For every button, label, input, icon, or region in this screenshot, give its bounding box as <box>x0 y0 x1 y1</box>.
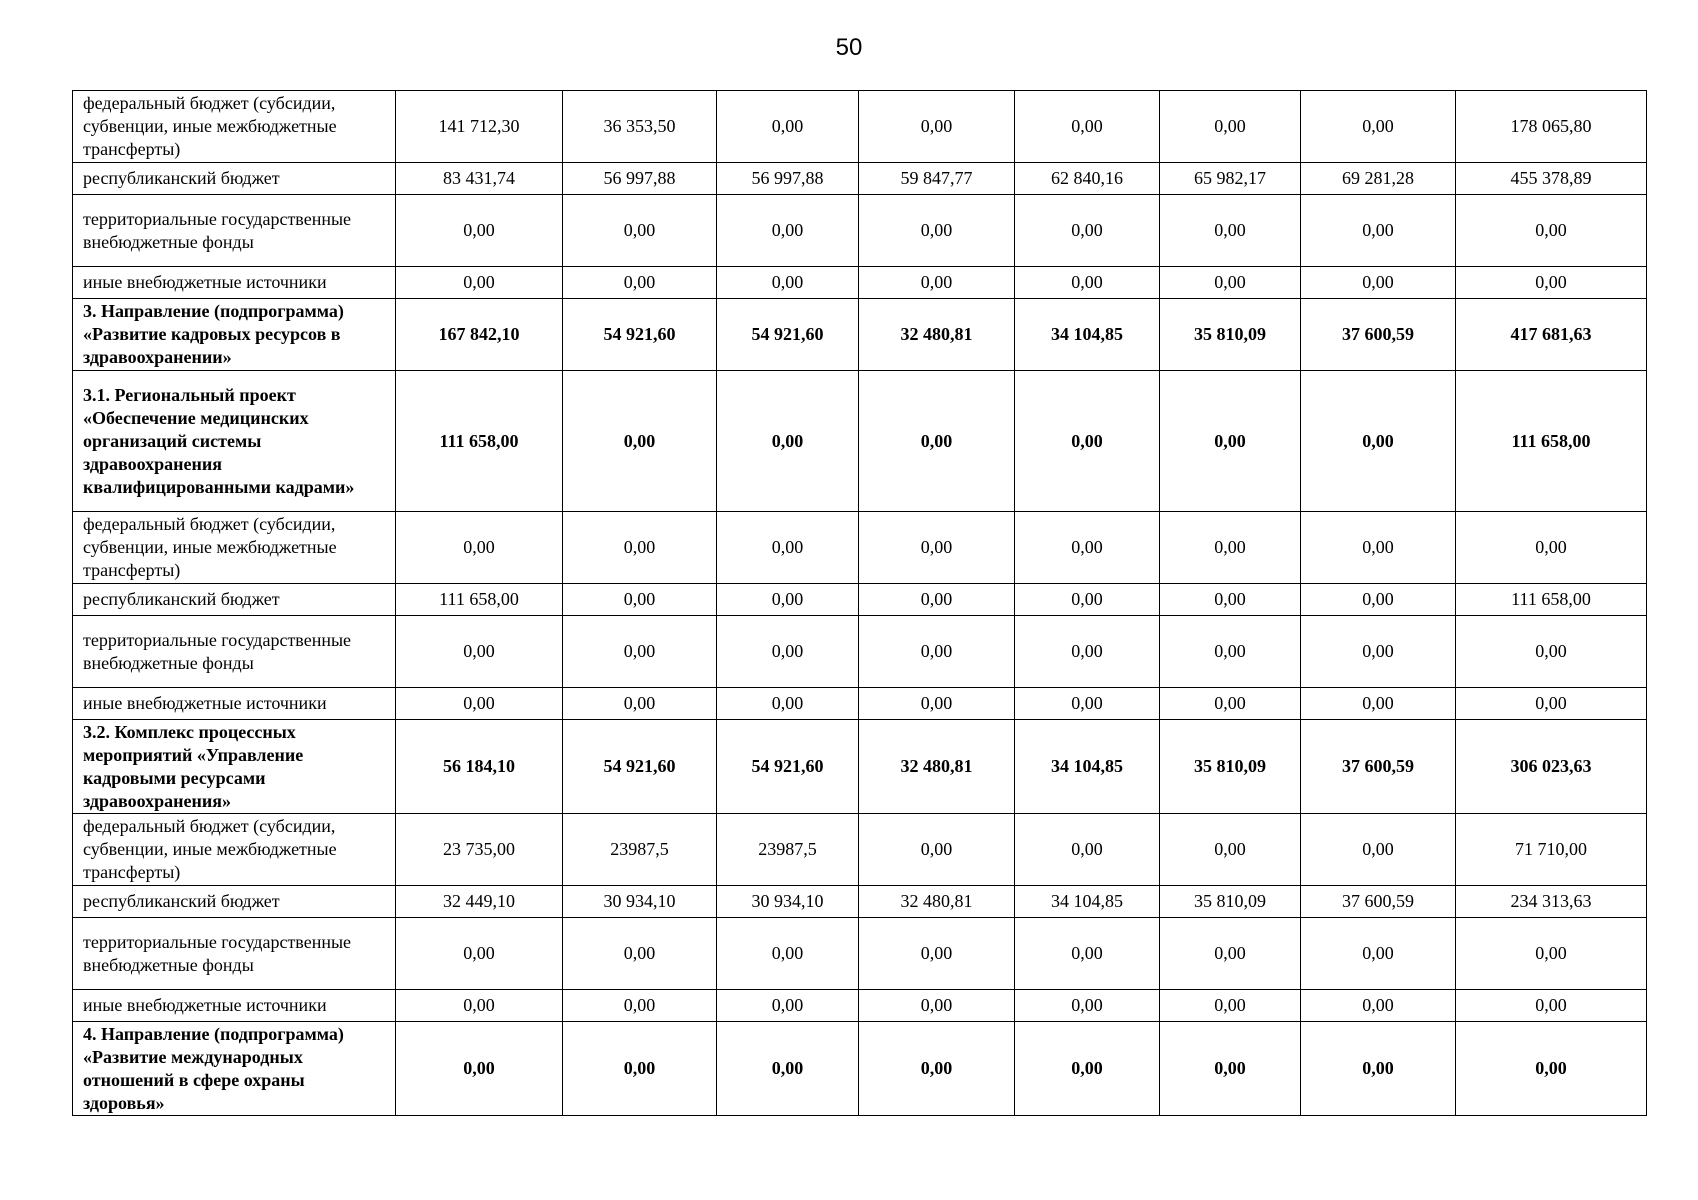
row-label: республиканский бюджет <box>73 163 396 195</box>
value-cell: 23987,5 <box>563 814 717 886</box>
value-cell: 0,00 <box>717 91 859 163</box>
value-cell: 111 658,00 <box>1456 584 1647 616</box>
table-row <box>73 91 1647 163</box>
value-cell: 0,00 <box>563 195 717 267</box>
row-label: 3. Направление (подпрограмма) «Развитие кадровых ресурсов в здравоохранении» <box>73 299 396 371</box>
value-cell: 0,00 <box>1160 1022 1301 1116</box>
value-cell: 0,00 <box>859 584 1015 616</box>
row-label: республиканский бюджет <box>73 886 396 918</box>
value-cell: 0,00 <box>1160 371 1301 512</box>
table-row <box>73 267 1647 299</box>
value-cell: 0,00 <box>1160 688 1301 720</box>
value-cell: 54 921,60 <box>717 299 859 371</box>
value-cell: 0,00 <box>563 688 717 720</box>
row-label: территориальные государственные внебюджетные фонды <box>73 918 396 990</box>
value-cell: 0,00 <box>1160 616 1301 688</box>
value-cell: 0,00 <box>717 195 859 267</box>
value-cell: 30 934,10 <box>563 886 717 918</box>
value-cell: 0,00 <box>859 91 1015 163</box>
table-row <box>73 990 1647 1022</box>
table-row <box>73 720 1647 814</box>
value-cell: 0,00 <box>717 512 859 584</box>
table-row <box>73 886 1647 918</box>
value-cell: 0,00 <box>1015 267 1160 299</box>
value-cell: 0,00 <box>1015 584 1160 616</box>
value-cell: 0,00 <box>396 688 563 720</box>
value-cell: 0,00 <box>717 267 859 299</box>
value-cell: 0,00 <box>859 814 1015 886</box>
budget-table <box>72 90 1647 1116</box>
value-cell: 23 735,00 <box>396 814 563 886</box>
value-cell: 0,00 <box>1301 371 1456 512</box>
value-cell: 0,00 <box>1456 616 1647 688</box>
value-cell: 0,00 <box>717 990 859 1022</box>
table-row <box>73 512 1647 584</box>
value-cell: 0,00 <box>717 584 859 616</box>
value-cell: 54 921,60 <box>563 299 717 371</box>
value-cell: 35 810,09 <box>1160 299 1301 371</box>
value-cell: 37 600,59 <box>1301 299 1456 371</box>
row-label: 3.2. Комплекс процессных мероприятий «Управление кадровыми ресурсами здравоохранения» <box>73 720 396 814</box>
table-row <box>73 299 1647 371</box>
value-cell: 0,00 <box>563 584 717 616</box>
value-cell: 65 982,17 <box>1160 163 1301 195</box>
value-cell: 0,00 <box>563 512 717 584</box>
value-cell: 0,00 <box>859 1022 1015 1116</box>
row-label: иные внебюджетные источники <box>73 990 396 1022</box>
value-cell: 83 431,74 <box>396 163 563 195</box>
value-cell: 54 921,60 <box>717 720 859 814</box>
value-cell: 0,00 <box>859 918 1015 990</box>
value-cell: 0,00 <box>1015 616 1160 688</box>
value-cell: 56 997,88 <box>563 163 717 195</box>
value-cell: 0,00 <box>1301 1022 1456 1116</box>
value-cell: 32 480,81 <box>859 886 1015 918</box>
value-cell: 32 480,81 <box>859 299 1015 371</box>
value-cell: 111 658,00 <box>396 371 563 512</box>
value-cell: 0,00 <box>1301 990 1456 1022</box>
value-cell: 0,00 <box>1015 91 1160 163</box>
value-cell: 0,00 <box>563 918 717 990</box>
value-cell: 0,00 <box>717 918 859 990</box>
value-cell: 35 810,09 <box>1160 886 1301 918</box>
value-cell: 0,00 <box>1456 195 1647 267</box>
row-label: территориальные государственные внебюджетные фонды <box>73 195 396 267</box>
value-cell: 306 023,63 <box>1456 720 1647 814</box>
value-cell: 178 065,80 <box>1456 91 1647 163</box>
value-cell: 0,00 <box>1456 990 1647 1022</box>
value-cell: 0,00 <box>1301 814 1456 886</box>
row-label: иные внебюджетные источники <box>73 688 396 720</box>
value-cell: 0,00 <box>1456 688 1647 720</box>
value-cell: 0,00 <box>1015 195 1160 267</box>
value-cell: 0,00 <box>1301 688 1456 720</box>
value-cell: 34 104,85 <box>1015 299 1160 371</box>
value-cell: 69 281,28 <box>1301 163 1456 195</box>
table-row <box>73 584 1647 616</box>
value-cell: 0,00 <box>1160 91 1301 163</box>
value-cell: 0,00 <box>396 990 563 1022</box>
value-cell: 62 840,16 <box>1015 163 1160 195</box>
value-cell: 0,00 <box>1301 616 1456 688</box>
value-cell: 0,00 <box>1160 814 1301 886</box>
value-cell: 0,00 <box>1015 918 1160 990</box>
value-cell: 71 710,00 <box>1456 814 1647 886</box>
value-cell: 0,00 <box>563 990 717 1022</box>
value-cell: 0,00 <box>1301 267 1456 299</box>
value-cell: 0,00 <box>717 616 859 688</box>
value-cell: 0,00 <box>1015 1022 1160 1116</box>
value-cell: 0,00 <box>859 512 1015 584</box>
table-row <box>73 195 1647 267</box>
table-row <box>73 1022 1647 1116</box>
value-cell: 0,00 <box>1015 814 1160 886</box>
value-cell: 32 480,81 <box>859 720 1015 814</box>
value-cell: 0,00 <box>1301 918 1456 990</box>
value-cell: 455 378,89 <box>1456 163 1647 195</box>
value-cell: 36 353,50 <box>563 91 717 163</box>
value-cell: 34 104,85 <box>1015 720 1160 814</box>
value-cell: 0,00 <box>1301 195 1456 267</box>
value-cell: 0,00 <box>563 371 717 512</box>
value-cell: 0,00 <box>859 195 1015 267</box>
row-label: федеральный бюджет (субсидии, субвенции, иные межбюджетные трансферты) <box>73 814 396 886</box>
value-cell: 37 600,59 <box>1301 720 1456 814</box>
value-cell: 30 934,10 <box>717 886 859 918</box>
row-label: федеральный бюджет (субсидии, субвенции, иные межбюджетные трансферты) <box>73 91 396 163</box>
value-cell: 59 847,77 <box>859 163 1015 195</box>
value-cell: 56 184,10 <box>396 720 563 814</box>
value-cell: 54 921,60 <box>563 720 717 814</box>
value-cell: 0,00 <box>1160 990 1301 1022</box>
value-cell: 0,00 <box>563 267 717 299</box>
row-label: республиканский бюджет <box>73 584 396 616</box>
value-cell: 0,00 <box>859 267 1015 299</box>
value-cell: 0,00 <box>859 616 1015 688</box>
value-cell: 0,00 <box>859 371 1015 512</box>
table-row <box>73 163 1647 195</box>
value-cell: 0,00 <box>396 616 563 688</box>
value-cell: 0,00 <box>1160 918 1301 990</box>
value-cell: 0,00 <box>1160 584 1301 616</box>
value-cell: 23987,5 <box>717 814 859 886</box>
value-cell: 0,00 <box>1301 91 1456 163</box>
value-cell: 0,00 <box>396 1022 563 1116</box>
value-cell: 0,00 <box>1456 1022 1647 1116</box>
value-cell: 0,00 <box>859 990 1015 1022</box>
value-cell: 111 658,00 <box>396 584 563 616</box>
row-label: территориальные государственные внебюджетные фонды <box>73 616 396 688</box>
table-row <box>73 814 1647 886</box>
value-cell: 0,00 <box>1015 990 1160 1022</box>
row-label: федеральный бюджет (субсидии, субвенции, иные межбюджетные трансферты) <box>73 512 396 584</box>
value-cell: 111 658,00 <box>1456 371 1647 512</box>
value-cell: 0,00 <box>1015 512 1160 584</box>
value-cell: 0,00 <box>1456 267 1647 299</box>
table-row <box>73 688 1647 720</box>
value-cell: 32 449,10 <box>396 886 563 918</box>
value-cell: 0,00 <box>859 688 1015 720</box>
value-cell: 34 104,85 <box>1015 886 1160 918</box>
budget-table-body <box>73 91 1647 1116</box>
value-cell: 0,00 <box>1160 195 1301 267</box>
value-cell: 0,00 <box>1301 584 1456 616</box>
value-cell: 56 997,88 <box>717 163 859 195</box>
value-cell: 0,00 <box>1301 512 1456 584</box>
value-cell: 0,00 <box>1456 918 1647 990</box>
value-cell: 141 712,30 <box>396 91 563 163</box>
value-cell: 35 810,09 <box>1160 720 1301 814</box>
table-row <box>73 616 1647 688</box>
value-cell: 0,00 <box>563 1022 717 1116</box>
table-row <box>73 918 1647 990</box>
value-cell: 167 842,10 <box>396 299 563 371</box>
value-cell: 0,00 <box>1160 267 1301 299</box>
row-label: 3.1. Региональный проект «Обеспечение медицинских организаций системы здравоохранения квалифицированными кадрами» <box>73 371 396 512</box>
value-cell: 0,00 <box>1456 512 1647 584</box>
value-cell: 0,00 <box>717 1022 859 1116</box>
page-number: 50 <box>835 34 863 61</box>
value-cell: 0,00 <box>1015 688 1160 720</box>
value-cell: 0,00 <box>717 688 859 720</box>
value-cell: 0,00 <box>396 918 563 990</box>
value-cell: 0,00 <box>1015 371 1160 512</box>
value-cell: 0,00 <box>717 371 859 512</box>
value-cell: 0,00 <box>396 195 563 267</box>
value-cell: 0,00 <box>396 512 563 584</box>
value-cell: 417 681,63 <box>1456 299 1647 371</box>
value-cell: 0,00 <box>1160 512 1301 584</box>
table-row <box>73 371 1647 512</box>
value-cell: 234 313,63 <box>1456 886 1647 918</box>
value-cell: 0,00 <box>563 616 717 688</box>
value-cell: 0,00 <box>396 267 563 299</box>
value-cell: 37 600,59 <box>1301 886 1456 918</box>
row-label: 4. Направление (подпрограмма) «Развитие международных отношений в сфере охраны здоровья» <box>73 1022 396 1116</box>
row-label: иные внебюджетные источники <box>73 267 396 299</box>
